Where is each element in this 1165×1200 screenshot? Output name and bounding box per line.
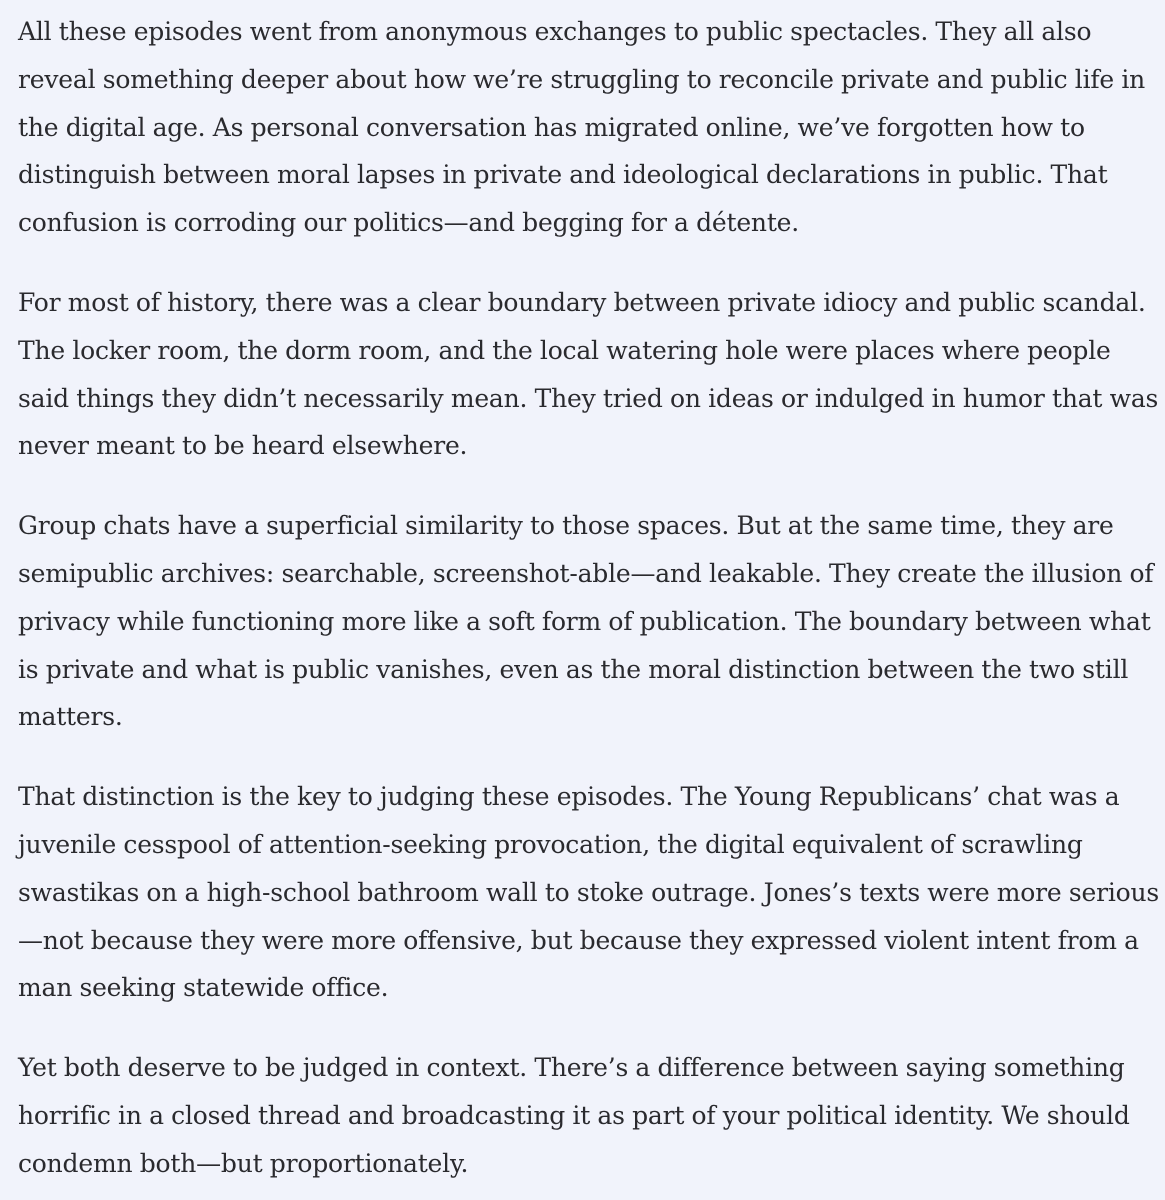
paragraph-4: That distinction is the key to judging these episodes. The Young Republicans’ chat was a juvenile cesspool of attention-seeking provocation, the digital equivalent of scrawling swastikas on a high-school bathroom wall to stoke outrage. Jones’s texts were more serious—not because they were more offensive, but because they expressed violent intent from a man seeking statewide office. xyxy=(18,782,1159,1003)
paragraph-2: For most of history, there was a clear boundary between private idiocy and public scandal. The locker room, the dorm room, and the local watering hole were places where people said things they didn’t necessarily mean. They tried on ideas or indulged in humor that was never meant to be heard elsewhere. xyxy=(18,287,1159,461)
paragraph-1: All these episodes went from anonymous exchanges to public spectacles. They all also reveal something deeper about how we’re struggling to reconcile private and public life in the digital age. As personal conversation has migrated online, we’ve forgotten how to distinguish between moral lapses in private and ideological declarations in public. That confusion is corroding our politics—and begging for a détente. xyxy=(18,17,1146,238)
paragraph-3: Group chats have a superficial similarity to those spaces. But at the same time, they are semipublic archives: searchable, screenshot-able—and leakable. They create the illusion of privacy while functioning more like a soft form of publication. The boundary between what is private and what is public vanishes, even as the moral distinction between the two still matters. xyxy=(18,511,1154,732)
paragraph-5: Yet both deserve to be judged in context. There’s a difference between saying something horrific in a closed thread and broadcasting it as part of your political identity. We should condemn both—but proportionately. xyxy=(18,1053,1130,1178)
